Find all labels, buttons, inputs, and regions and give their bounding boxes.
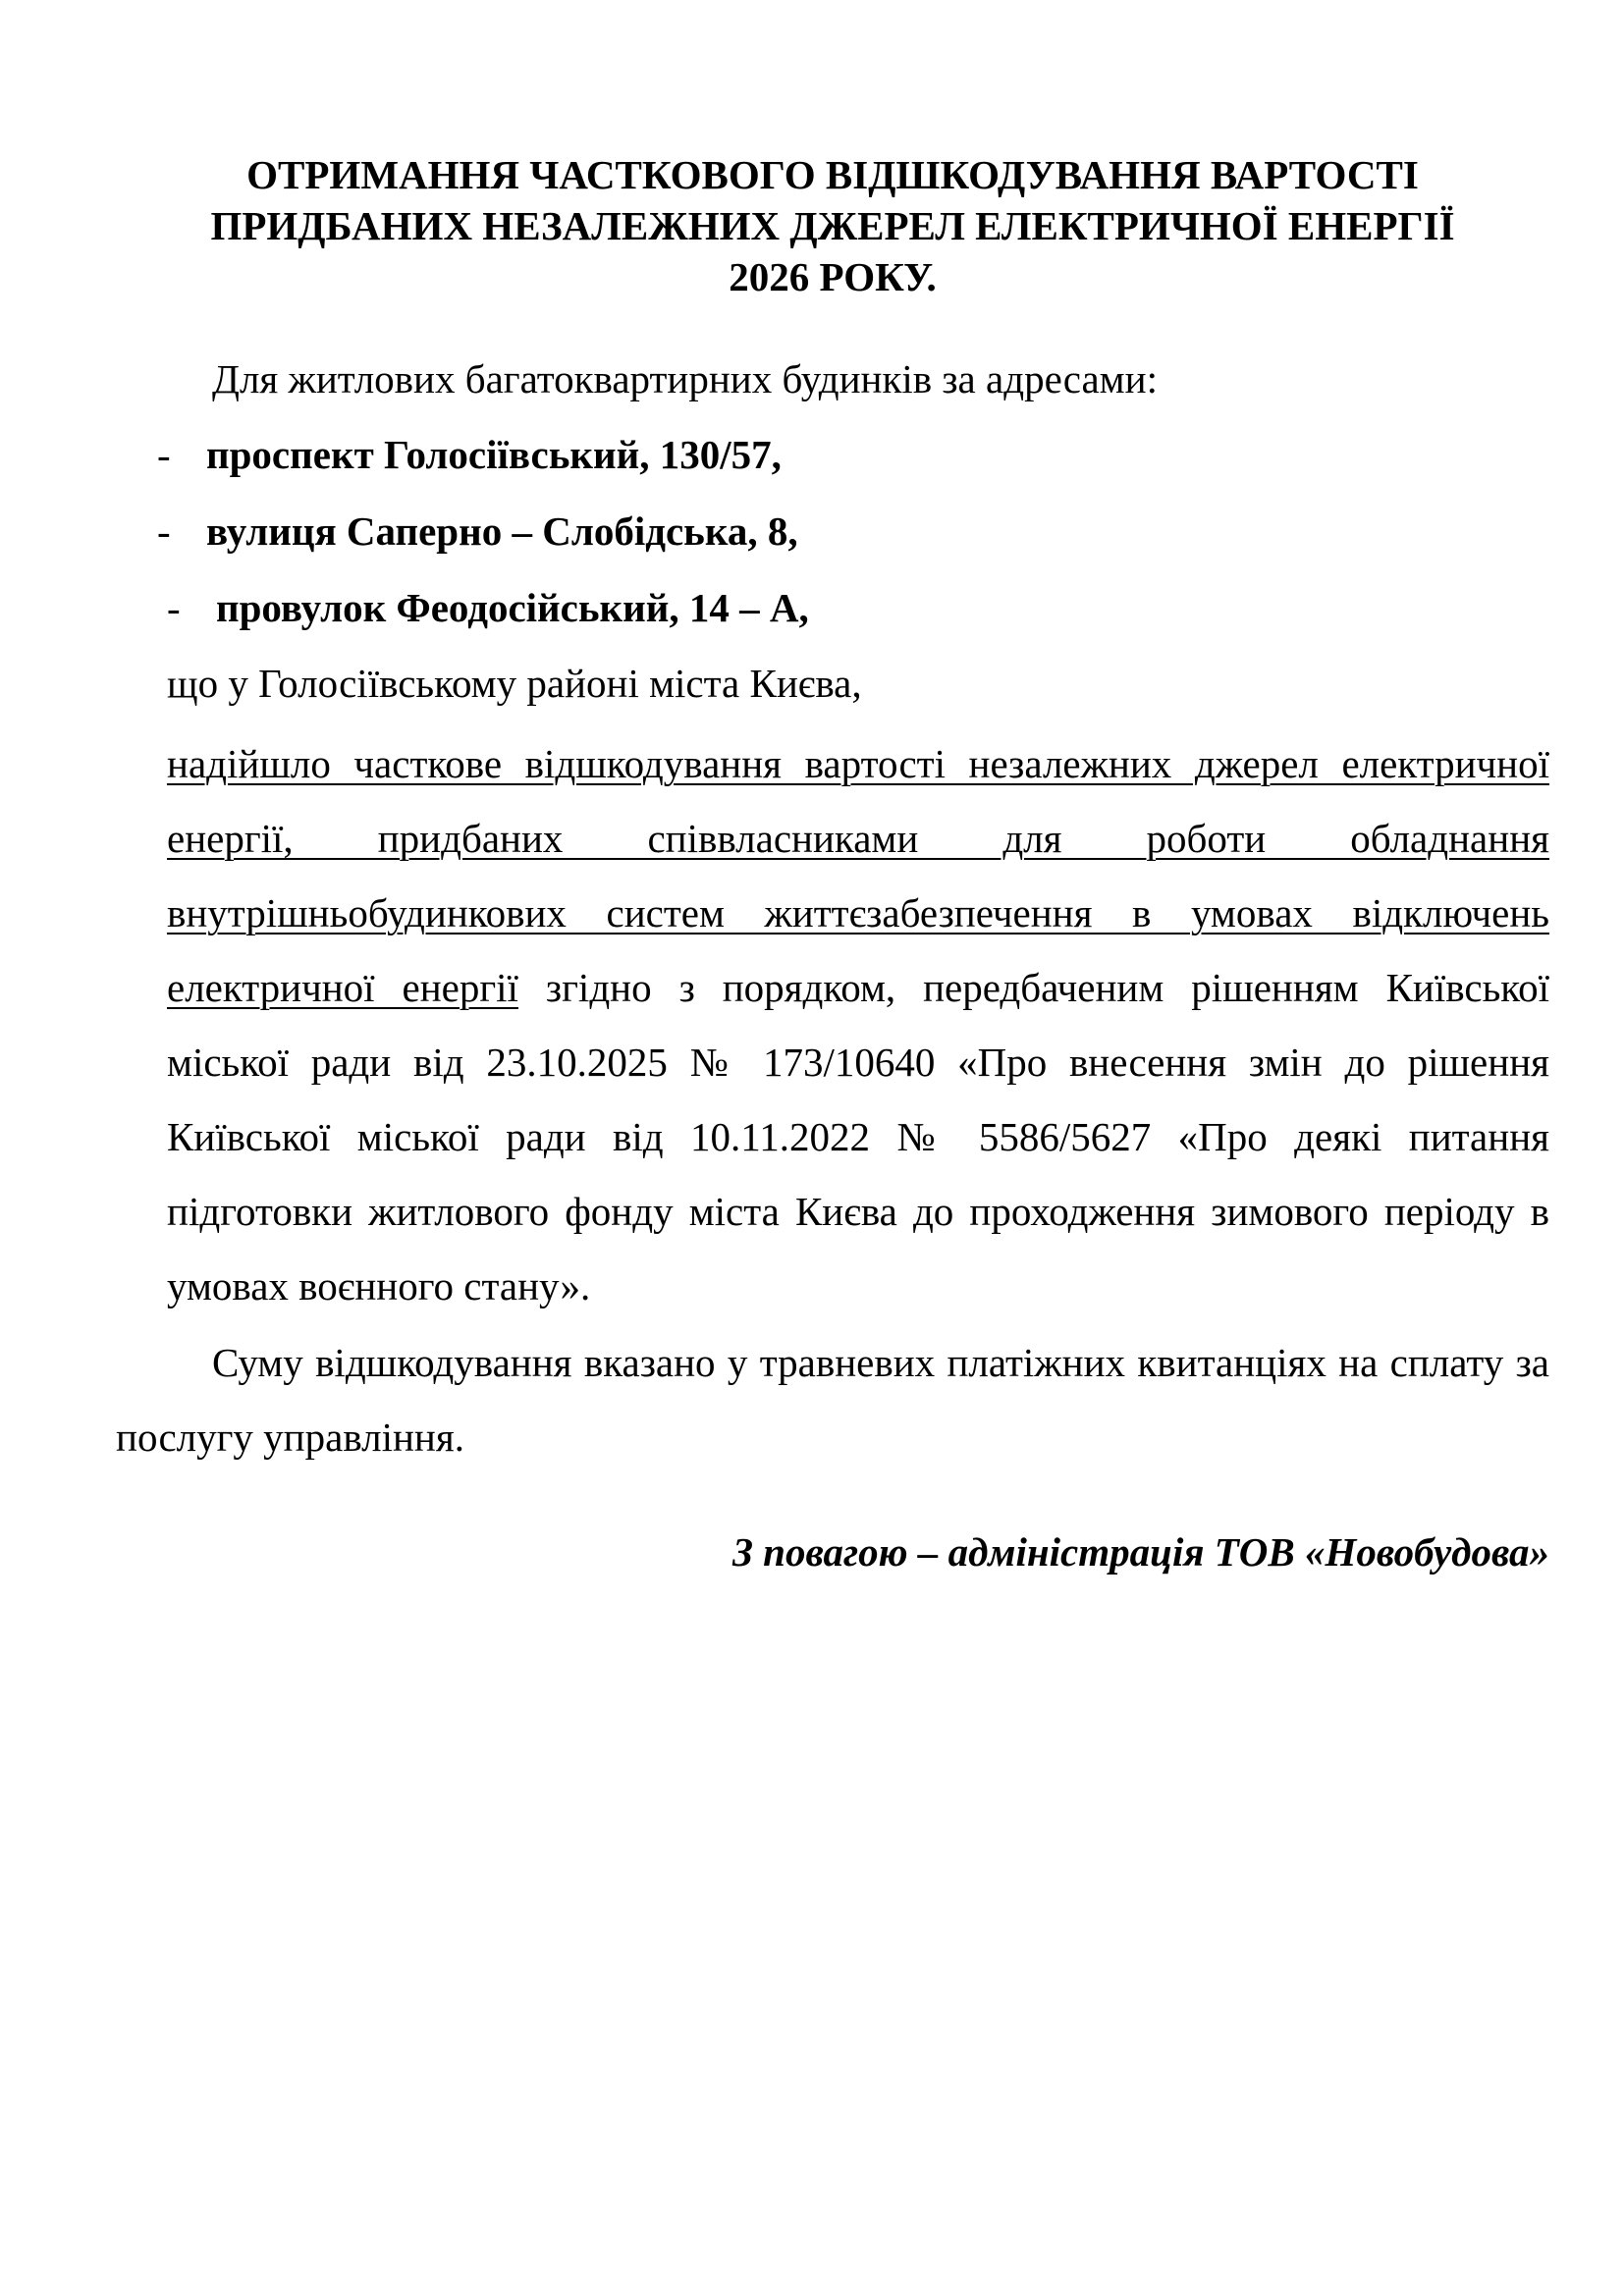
bullet-dash: - <box>157 508 171 554</box>
address-item <box>167 582 809 633</box>
document-title <box>116 149 1549 302</box>
title-line: ОТРИМАННЯ ЧАСТКОВОГО ВІДШКОДУВАННЯ ВАРТОСТІ <box>246 152 1419 197</box>
address-text: провулок Феодосійський, 14 – А, <box>216 585 809 630</box>
title-line: ПРИДБАНИХ НЕЗАЛЕЖНИХ ДЖЕРЕЛ ЕЛЕКТРИЧНОЇ ЕНЕРГІЇ <box>210 203 1455 248</box>
title-line: 2026 РОКУ. <box>729 254 937 299</box>
intro-text: Для житлових багатоквартирних будинків за адресами: <box>212 356 1158 401</box>
bullet-dash: - <box>157 432 171 477</box>
district-text: що у Голосіївському районі міста Києва, <box>167 661 862 706</box>
sum-paragraph: Суму відшкодування вказано у травневих платіжних квитанціях на сплату за послугу управління. <box>116 1340 1549 1460</box>
underlined-text: надійшло часткове відшкодування вартості незалежних джерел електричної енергії, придбаних співвласниками для роботи обладнання внутрішньобудинкових систем життєзабезпечення в умовах відключень електричної енергії <box>167 741 1549 1010</box>
paragraph-rest-text: згідно з порядком, передбаченим рішенням Київської міської ради від 23.10.2025 № 173/10640 «Про внесення змін до рішення Київської міської ради від 10.11.2022 № 5586/5627 «Про деякі питання підготовки житлового фонду міста Києва до проходження зимового періоду в умовах воєнного стану». <box>167 965 1549 1308</box>
address-item <box>157 506 798 557</box>
address-item <box>157 429 782 480</box>
address-text: вулиця Саперно – Слобідська, 8, <box>206 508 798 554</box>
address-text: проспект Голосіївський, 130/57, <box>206 432 782 477</box>
signature: З повагою – адміністрація ТОВ «Новобудова» <box>732 1529 1549 1575</box>
main-paragraph <box>167 726 1549 1323</box>
bullet-dash: - <box>167 585 181 630</box>
